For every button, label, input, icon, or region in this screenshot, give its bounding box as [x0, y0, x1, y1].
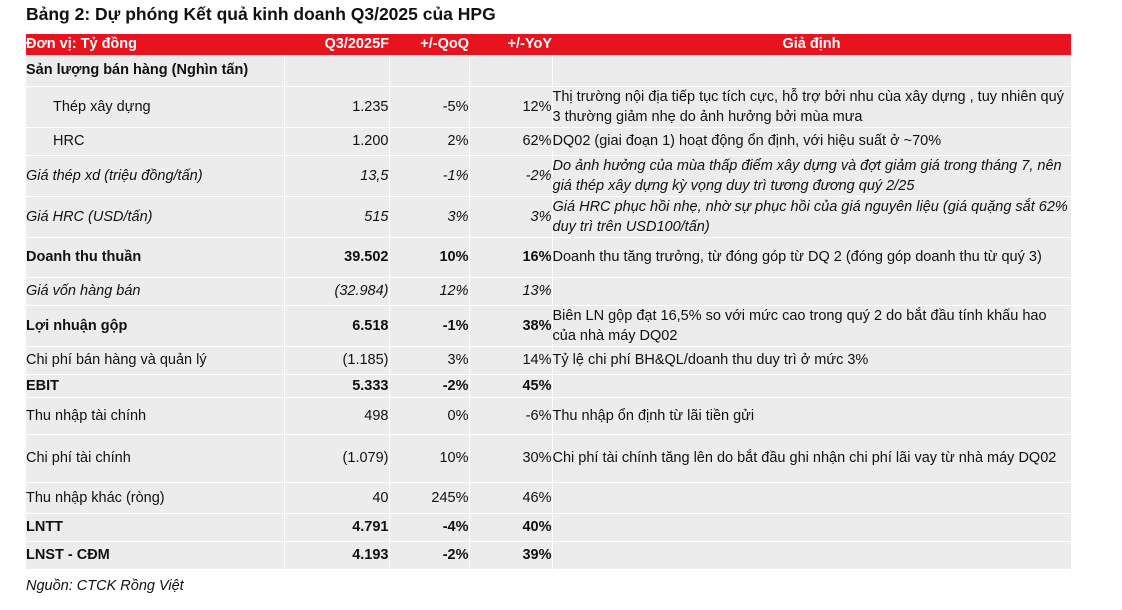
cell-q3 — [284, 55, 389, 86]
cell-yoy: 39% — [469, 541, 552, 569]
cell-q3: (1.185) — [284, 346, 389, 374]
row-ebit — [26, 374, 1071, 397]
header-assumption: Giả định — [552, 34, 1071, 55]
cell-qoq: 12% — [389, 277, 469, 305]
cell-yoy: -6% — [469, 397, 552, 434]
row-hrc-price — [26, 196, 1071, 237]
cell-note: DQ02 (giai đoạn 1) hoạt động ổn định, với hiệu suất ở ~70% — [552, 127, 1071, 155]
cell-yoy: 45% — [469, 374, 552, 397]
source-note: Nguồn: CTCK Rồng Việt — [26, 578, 184, 594]
row-hrc — [26, 127, 1071, 155]
cell-note: Do ảnh hưởng của mùa thấp điểm xây dựng và đợt giảm giá trong tháng 7, nên giá thép xây dựng kỳ vọng duy trì tương đương quý 2/25 — [552, 155, 1071, 196]
row-sga — [26, 346, 1071, 374]
cell-qoq: -5% — [389, 86, 469, 127]
row-financial-income — [26, 397, 1071, 434]
cell-note — [552, 374, 1071, 397]
cell-q3: 4.791 — [284, 513, 389, 541]
cell-yoy: 14% — [469, 346, 552, 374]
header-yoy: +/-YoY — [469, 34, 552, 55]
cell-yoy: 62% — [469, 127, 552, 155]
row-label: Giá HRC (USD/tấn) — [26, 196, 284, 237]
cell-q3: 1.235 — [284, 86, 389, 127]
cell-qoq: -1% — [389, 155, 469, 196]
cell-yoy: 40% — [469, 513, 552, 541]
cell-q3: (32.984) — [284, 277, 389, 305]
cell-qoq: -2% — [389, 541, 469, 569]
cell-yoy: 46% — [469, 482, 552, 513]
cell-q3: 515 — [284, 196, 389, 237]
cell-qoq: 10% — [389, 434, 469, 482]
row-net-revenue — [26, 237, 1071, 277]
cell-note — [552, 55, 1071, 86]
row-npat — [26, 541, 1071, 569]
row-label: LNST - CĐM — [26, 541, 284, 569]
cell-q3: 498 — [284, 397, 389, 434]
row-cogs — [26, 277, 1071, 305]
cell-qoq: 0% — [389, 397, 469, 434]
cell-yoy: 12% — [469, 86, 552, 127]
cell-qoq: -1% — [389, 305, 469, 346]
header-q3: Q3/2025F — [284, 34, 389, 55]
row-other-income — [26, 482, 1071, 513]
row-label: Thu nhập tài chính — [26, 397, 284, 434]
row-sales-volume — [26, 55, 1071, 86]
cell-q3: 6.518 — [284, 305, 389, 346]
cell-yoy: 16% — [469, 237, 552, 277]
cell-qoq: 2% — [389, 127, 469, 155]
cell-note — [552, 541, 1071, 569]
cell-yoy: 30% — [469, 434, 552, 482]
cell-q3: 39.502 — [284, 237, 389, 277]
cell-yoy: 3% — [469, 196, 552, 237]
cell-note: Biên LN gộp đạt 16,5% so với mức cao trong quý 2 do bắt đầu tính khấu hao của nhà máy DQ02 — [552, 305, 1071, 346]
row-label: Doanh thu thuần — [26, 237, 284, 277]
cell-note: Doanh thu tăng trưởng, từ đóng góp từ DQ 2 (đóng góp doanh thu từ quý 3) — [552, 237, 1071, 277]
cell-note: Tỷ lệ chi phí BH&QL/doanh thu duy trì ở mức 3% — [552, 346, 1071, 374]
cell-yoy: 13% — [469, 277, 552, 305]
cell-q3: (1.079) — [284, 434, 389, 482]
cell-note — [552, 277, 1071, 305]
row-label: Chi phí bán hàng và quản lý — [26, 346, 284, 374]
cell-note: Chi phí tài chính tăng lên do bắt đầu ghi nhận chi phí lãi vay từ nhà máy DQ02 — [552, 434, 1071, 482]
header-qoq: +/-QoQ — [389, 34, 469, 55]
row-label: Thu nhập khác (ròng) — [26, 482, 284, 513]
row-gross-profit — [26, 305, 1071, 346]
cell-q3: 5.333 — [284, 374, 389, 397]
cell-qoq: -4% — [389, 513, 469, 541]
cell-q3: 13,5 — [284, 155, 389, 196]
header-row — [26, 34, 1071, 55]
cell-note — [552, 482, 1071, 513]
row-label: Sản lượng bán hàng (Nghìn tấn) — [26, 55, 284, 86]
cell-qoq: 245% — [389, 482, 469, 513]
cell-q3: 1.200 — [284, 127, 389, 155]
row-steel-price — [26, 155, 1071, 196]
cell-note: Thu nhập ổn định từ lãi tiền gửi — [552, 397, 1071, 434]
row-label: Lợi nhuận gộp — [26, 305, 284, 346]
header-unit: Đơn vị: Tỷ đồng — [26, 34, 284, 55]
cell-note: Thị trường nội địa tiếp tục tích cực, hỗ trợ bởi nhu cùa xây dựng , tuy nhiên quý 3 thường giảm nhẹ do ảnh hưởng bởi mùa mưa — [552, 86, 1071, 127]
cell-qoq: -2% — [389, 374, 469, 397]
cell-q3: 4.193 — [284, 541, 389, 569]
row-label: Giá thép xd (triệu đồng/tấn) — [26, 155, 284, 196]
table-title: Bảng 2: Dự phóng Kết quả kinh doanh Q3/2025 của HPG — [26, 4, 496, 24]
cell-qoq — [389, 55, 469, 86]
cell-q3: 40 — [284, 482, 389, 513]
cell-qoq: 10% — [389, 237, 469, 277]
row-construction-steel — [26, 86, 1071, 127]
row-label: Thép xây dựng — [26, 86, 284, 127]
row-label: Giá vốn hàng bán — [26, 277, 284, 305]
row-label: HRC — [26, 127, 284, 155]
cell-note: Giá HRC phục hồi nhẹ, nhờ sự phục hồi của giá nguyên liệu (giá quặng sắt 62% duy trì trên USD100/tấn) — [552, 196, 1071, 237]
cell-yoy — [469, 55, 552, 86]
row-label: EBIT — [26, 374, 284, 397]
cell-yoy: -2% — [469, 155, 552, 196]
cell-qoq: 3% — [389, 346, 469, 374]
forecast-table — [26, 34, 1071, 570]
row-label: LNTT — [26, 513, 284, 541]
cell-yoy: 38% — [469, 305, 552, 346]
row-label: Chi phí tài chính — [26, 434, 284, 482]
cell-qoq: 3% — [389, 196, 469, 237]
row-financial-expense — [26, 434, 1071, 482]
row-pbt — [26, 513, 1071, 541]
cell-note — [552, 513, 1071, 541]
